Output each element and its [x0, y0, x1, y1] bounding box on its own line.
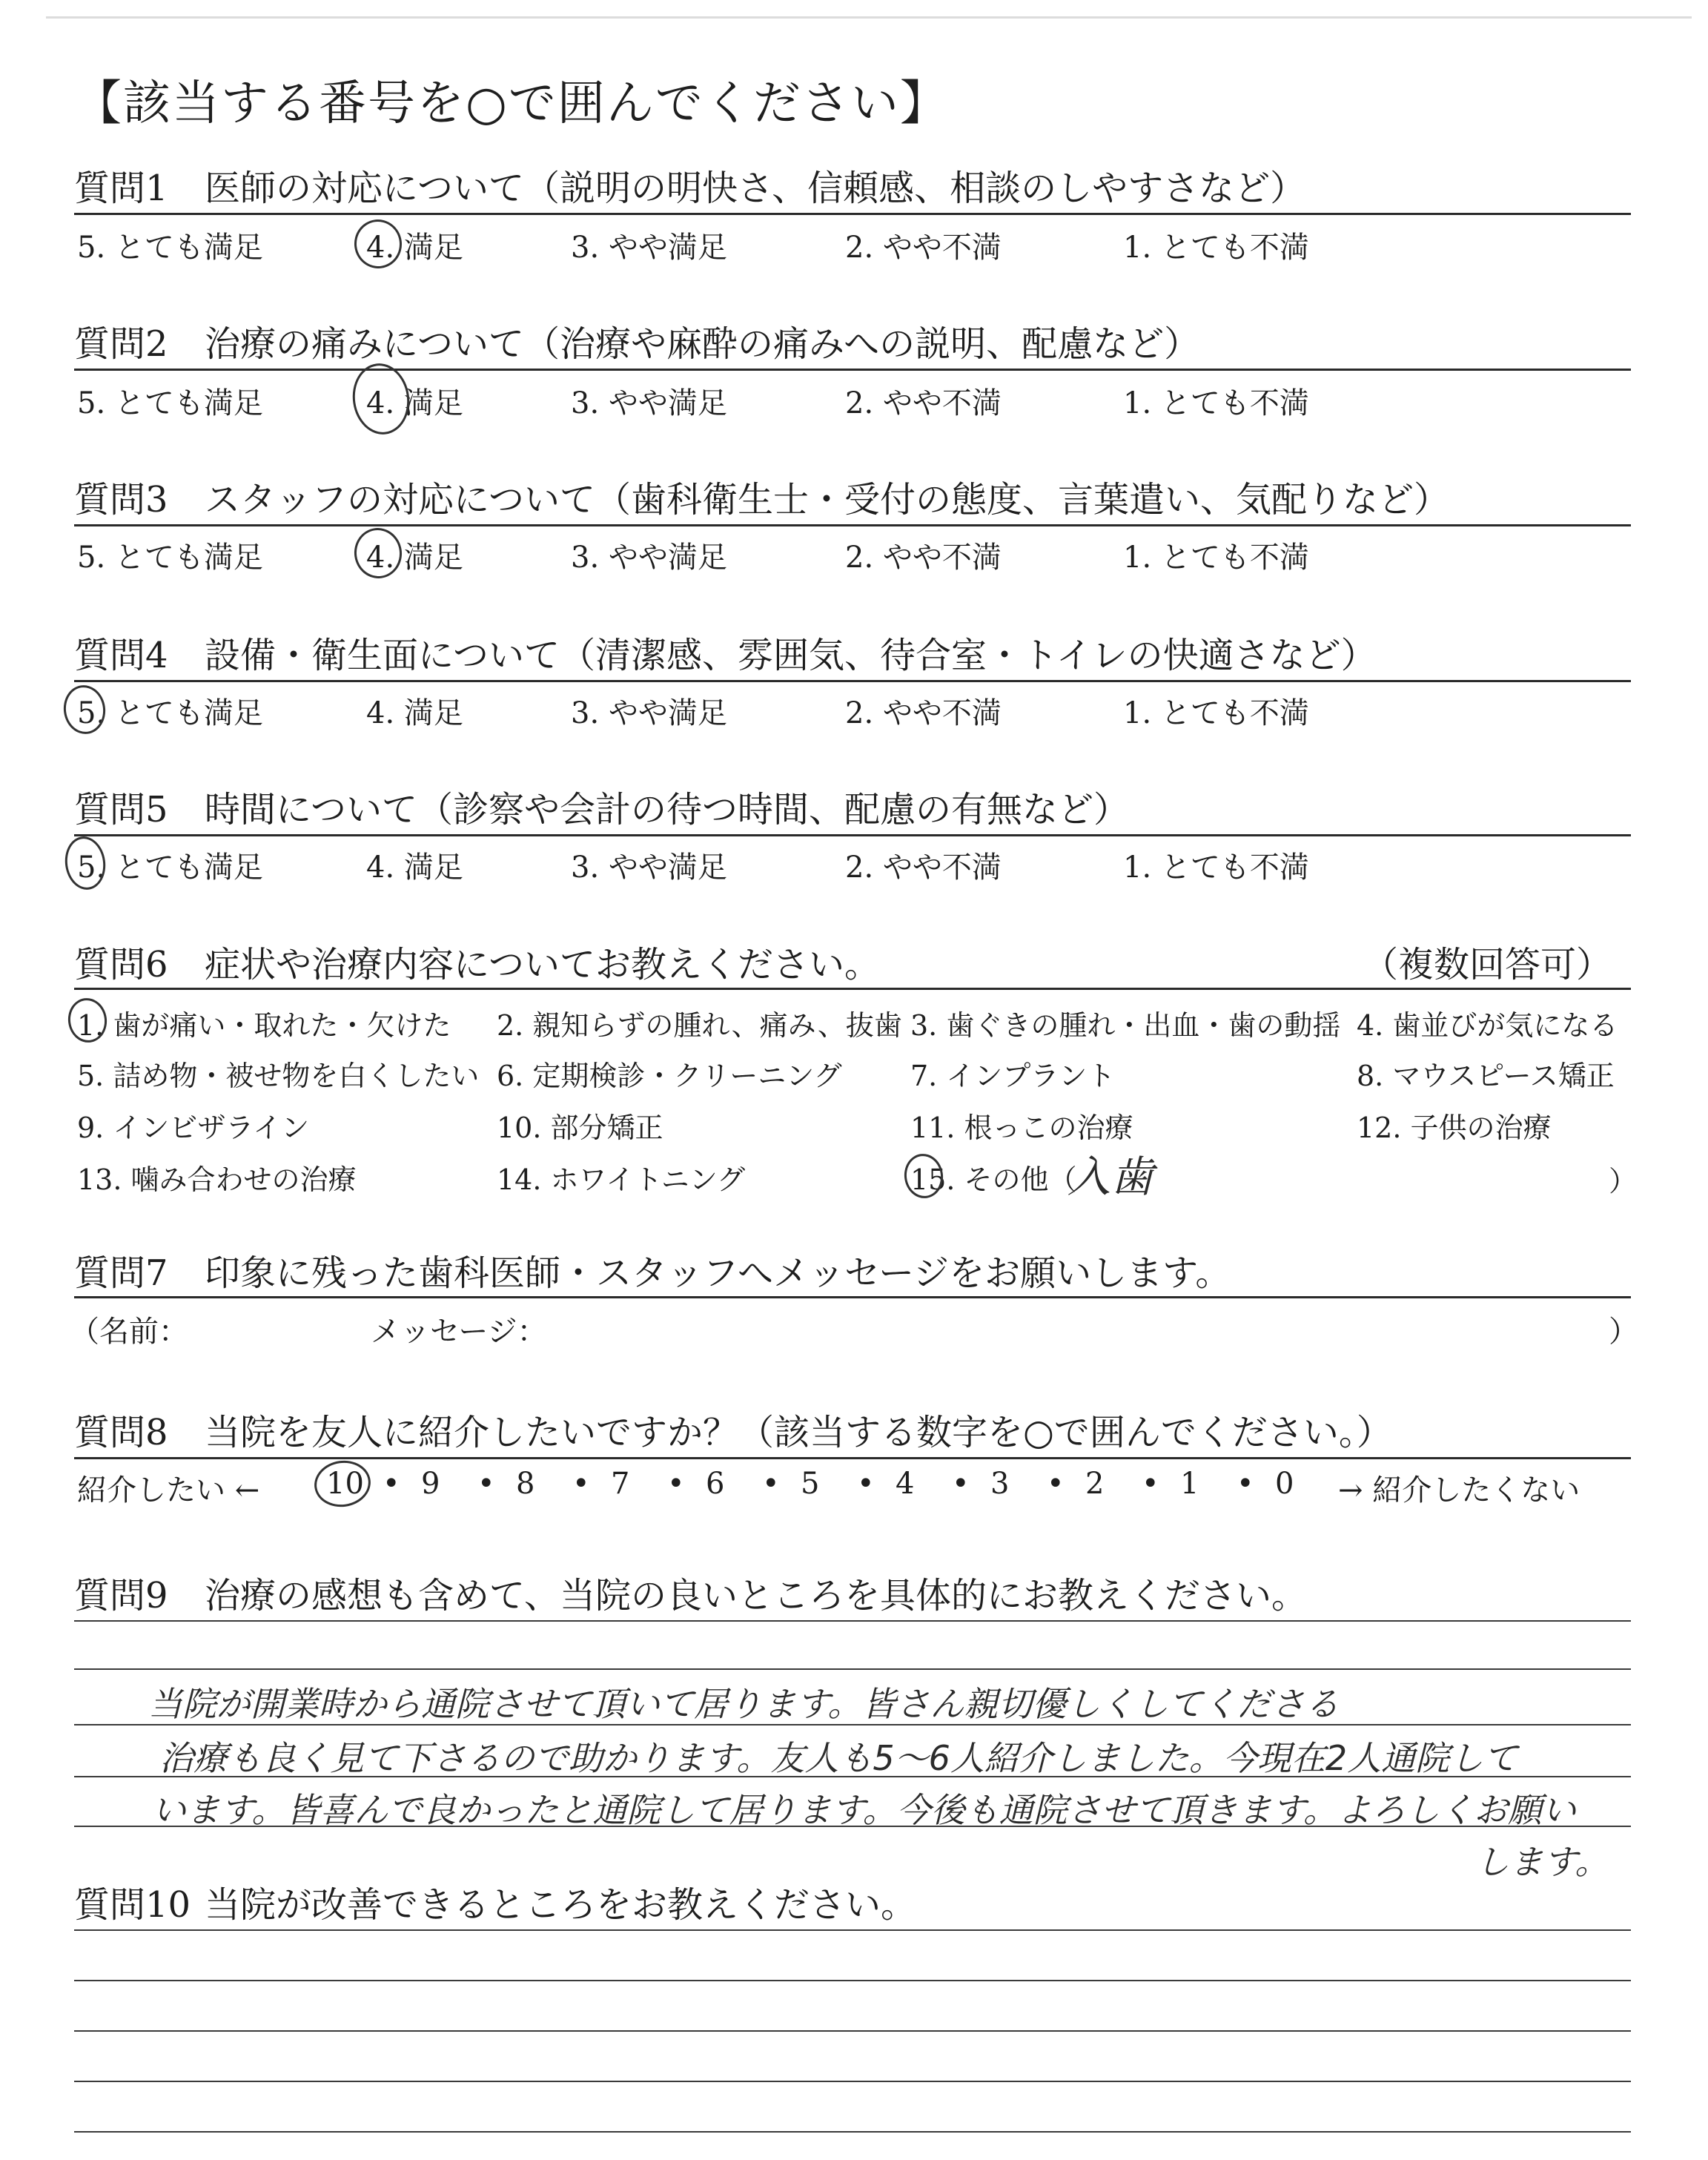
scale-value-5[interactable]: 5 — [801, 1467, 820, 1501]
scale-value-9[interactable]: 9 — [421, 1467, 440, 1501]
name-label: （名前： — [70, 1315, 188, 1349]
q4-option-4[interactable]: 4. 満足 — [366, 696, 463, 730]
question-2-rule — [74, 369, 1631, 371]
q6-option-4[interactable]: 4. 歯並びが気になる — [1357, 1009, 1618, 1042]
scale-separator-dot: • — [572, 1467, 590, 1501]
q6-other-handwritten: 入歯 — [1068, 1152, 1154, 1202]
q9-answer-line-4: します。 — [1475, 1842, 1609, 1882]
question-7 — [74, 1244, 1231, 1295]
q6-option-9[interactable]: 9. インビザライン — [77, 1112, 310, 1144]
question-number: 質問2 — [74, 323, 168, 365]
scale-value-6[interactable]: 6 — [706, 1467, 725, 1501]
question-4-rule — [74, 680, 1631, 682]
q2-option-5[interactable]: 5. とても満足 — [77, 386, 263, 420]
q5-option-1[interactable]: 1. とても不満 — [1123, 851, 1309, 885]
q6-option-3[interactable]: 3. 歯ぐきの腫れ・出血・歯の動揺 — [910, 1009, 1341, 1042]
q3-option-1[interactable]: 1. とても不満 — [1123, 541, 1309, 575]
question-2 — [74, 315, 1199, 366]
q2-option-4[interactable]: 4. 満足 — [366, 386, 463, 420]
question-number: 質問10 — [74, 1884, 191, 1926]
question-7-rule — [74, 1296, 1631, 1298]
question-1-rule — [74, 213, 1631, 215]
q1-option-4[interactable]: 4. 満足 — [366, 231, 463, 265]
q6-option-14[interactable]: 14. ホワイトニング — [497, 1163, 746, 1196]
q2-option-1[interactable]: 1. とても不満 — [1123, 386, 1309, 420]
question-number: 質問1 — [74, 168, 168, 209]
q9-answer-line-1: 当院が開業時から通院させて頂いて居ります。皆さん親切優しくしてくださる — [148, 1684, 1340, 1724]
q6-option-5[interactable]: 5. 詰め物・被せ物を白くしたい — [77, 1060, 480, 1092]
scale-value-1[interactable]: 1 — [1180, 1467, 1199, 1501]
question-number: 質問8 — [74, 1412, 168, 1453]
question-8 — [74, 1404, 1392, 1455]
message-label: メッセージ： — [371, 1315, 547, 1349]
q10-line-2 — [74, 1980, 1631, 1981]
question-10 — [74, 1876, 916, 1927]
question-text: 治療の感想も含めて、当院の良いところを具体的にお教えください。 — [205, 1575, 1308, 1616]
q9-answer-line-2: 治療も良く見て下さるので助かります。友人も5〜6人紹介しました。今現在2人通院して — [159, 1738, 1518, 1778]
q6-option-12[interactable]: 12. 子供の治療 — [1357, 1112, 1552, 1144]
q1-option-2[interactable]: 2. やや不満 — [845, 231, 1002, 265]
question-number: 質問5 — [74, 789, 168, 830]
q10-line-4 — [74, 2081, 1631, 2082]
scale-separator-dot: • — [762, 1467, 780, 1501]
q3-option-2[interactable]: 2. やや不満 — [845, 541, 1002, 575]
question-5-rule — [74, 834, 1631, 836]
question-3 — [74, 471, 1449, 522]
scale-value-2[interactable]: 2 — [1085, 1467, 1105, 1501]
q4-option-1[interactable]: 1. とても不満 — [1123, 696, 1309, 730]
question-number: 質問7 — [74, 1252, 168, 1294]
q5-option-5[interactable]: 5. とても満足 — [77, 851, 263, 885]
q10-line-3 — [74, 2030, 1631, 2032]
question-9 — [74, 1567, 1307, 1618]
scale-separator-dot: • — [667, 1467, 685, 1501]
q8-selection-circle — [311, 1457, 374, 1510]
q10-line-1 — [74, 1929, 1631, 1931]
question-6 — [74, 936, 880, 987]
question-6-rule — [74, 988, 1631, 990]
q6-option-13[interactable]: 13. 噛み合わせの治療 — [77, 1163, 357, 1196]
q6-option-11[interactable]: 11. 根っこの治療 — [910, 1112, 1133, 1144]
scale-value-8[interactable]: 8 — [516, 1467, 535, 1501]
q6-option-15[interactable]: 15. その他（ — [910, 1163, 1077, 1196]
question-number: 質問4 — [74, 635, 168, 676]
page-title: 【該当する番号を○で囲んでください】 — [74, 76, 949, 131]
q2-option-2[interactable]: 2. やや不満 — [845, 386, 1002, 420]
q2-selection-circle — [348, 360, 414, 438]
question-1 — [74, 159, 1305, 211]
q3-option-4[interactable]: 4. 満足 — [366, 541, 463, 575]
scale-separator-dot: • — [1237, 1467, 1254, 1501]
scale-value-10[interactable]: 10 — [326, 1467, 364, 1501]
q9-answer-line-3: います。皆喜んで良かったと通院して居ります。今後も通院させて頂きます。よろしくお願い — [152, 1790, 1576, 1830]
scale-value-7[interactable]: 7 — [611, 1467, 630, 1501]
q9-line-2 — [74, 1668, 1631, 1670]
page-top-border — [46, 16, 1692, 19]
q5-option-3[interactable]: 3. やや満足 — [571, 851, 727, 885]
recommend-left-label: 紹介したい ← — [77, 1473, 260, 1507]
q5-option-4[interactable]: 4. 満足 — [366, 851, 463, 885]
q6-option-1[interactable]: 1. 歯が痛い・取れた・欠けた — [77, 1009, 451, 1042]
q4-option-2[interactable]: 2. やや不満 — [845, 696, 1002, 730]
scale-separator-dot: • — [857, 1467, 875, 1501]
q4-option-5[interactable]: 5. とても満足 — [77, 696, 263, 730]
q9-line-1 — [74, 1620, 1631, 1622]
scale-value-4[interactable]: 4 — [896, 1467, 915, 1501]
q7-close: ） — [1609, 1315, 1638, 1349]
q1-option-5[interactable]: 5. とても満足 — [77, 231, 263, 265]
question-number: 質問3 — [74, 479, 168, 521]
question-number: 質問9 — [74, 1575, 168, 1616]
scale-value-3[interactable]: 3 — [990, 1467, 1010, 1501]
q6-option-2[interactable]: 2. 親知らずの腫れ、痛み、抜歯 — [497, 1009, 902, 1042]
q1-option-1[interactable]: 1. とても不満 — [1123, 231, 1309, 265]
q10-line-5 — [74, 2131, 1631, 2133]
scale-value-0[interactable]: 0 — [1275, 1467, 1294, 1501]
question-text: 当院を友人に紹介したいですか？（該当する数字を○で囲んでください。） — [205, 1412, 1392, 1453]
q4-option-3[interactable]: 3. やや満足 — [571, 696, 727, 730]
q3-option-3[interactable]: 3. やや満足 — [571, 541, 727, 575]
question-text: 設備・衛生面について（清潔感、雰囲気、待合室・トイレの快適さなど） — [205, 635, 1377, 676]
question-text: 医師の対応について（説明の明快さ、信頼感、相談のしやすさなど） — [205, 168, 1306, 209]
question-8-rule — [74, 1457, 1631, 1459]
q5-option-2[interactable]: 2. やや不満 — [845, 851, 1002, 885]
q6-option-6[interactable]: 6. 定期検診・クリーニング — [497, 1060, 842, 1092]
question-text: 当院が改善できるところをお教えください。 — [205, 1884, 917, 1926]
scale-separator-dot: • — [1142, 1467, 1159, 1501]
scale-separator-dot: • — [1047, 1467, 1065, 1501]
question-3-rule — [74, 524, 1631, 526]
question-text: 印象に残った歯科医師・スタッフへメッセージをお願いします。 — [205, 1252, 1231, 1294]
q6-other-close: ） — [1609, 1165, 1638, 1198]
question-text: 症状や治療内容についてお教えください。 — [205, 944, 881, 985]
scale-separator-dot: • — [477, 1467, 495, 1501]
multiple-answer-note: （複数回答可） — [1363, 944, 1612, 985]
q6-option-8[interactable]: 8. マウスピース矯正 — [1357, 1060, 1615, 1092]
q2-option-3[interactable]: 3. やや満足 — [571, 386, 727, 420]
question-5 — [74, 781, 1129, 832]
question-text: スタッフの対応について（歯科衛生士・受付の態度、言葉遣い、気配りなど） — [205, 479, 1450, 521]
scale-separator-dot: • — [952, 1467, 970, 1501]
q6-option-7[interactable]: 7. インプラント — [910, 1060, 1116, 1092]
scale-separator-dot: • — [383, 1467, 400, 1501]
q3-option-5[interactable]: 5. とても満足 — [77, 541, 263, 575]
q1-option-3[interactable]: 3. やや満足 — [571, 231, 727, 265]
question-number: 質問6 — [74, 944, 168, 985]
question-text: 時間について（診察や会計の待つ時間、配慮の有無など） — [205, 789, 1130, 830]
question-4 — [74, 627, 1377, 678]
q6-option-10[interactable]: 10. 部分矯正 — [497, 1112, 663, 1144]
recommend-right-label: → 紹介したくない — [1338, 1473, 1580, 1507]
question-text: 治療の痛みについて（治療や麻酔の痛みへの説明、配慮など） — [205, 323, 1200, 365]
